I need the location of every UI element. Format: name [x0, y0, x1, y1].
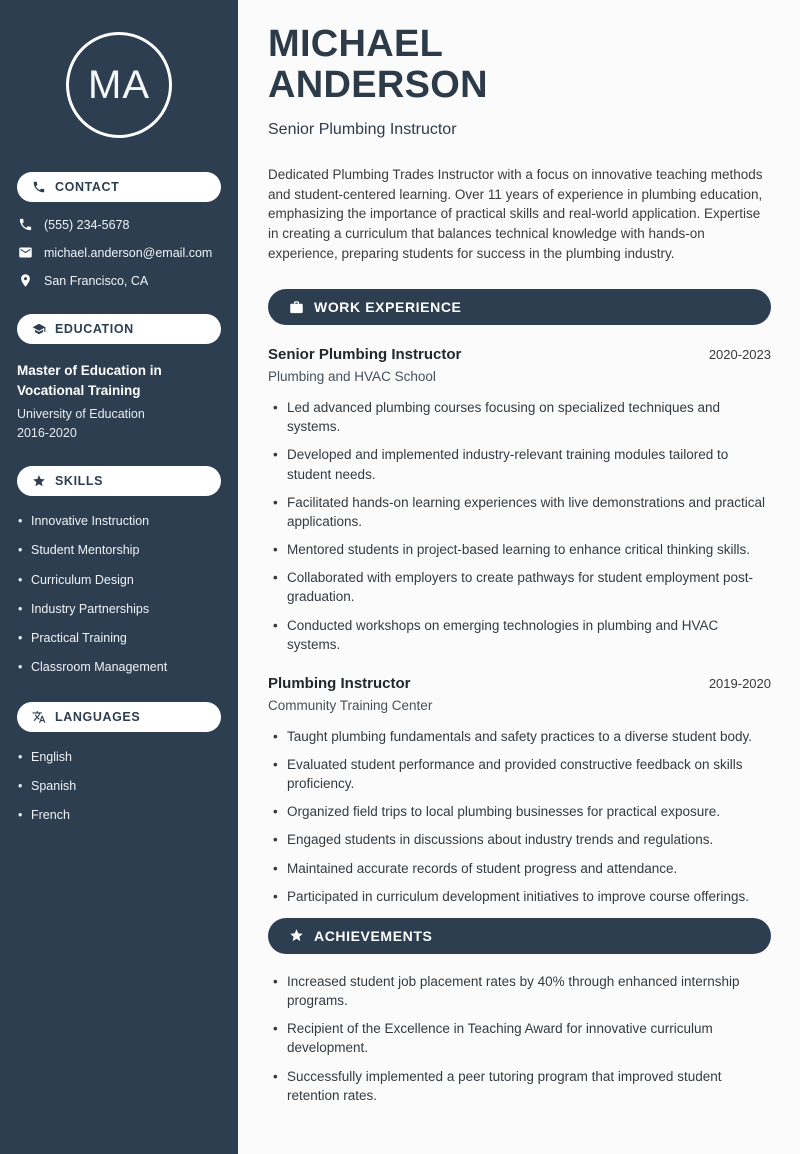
job-role: Plumbing Instructor: [268, 674, 411, 692]
briefcase-icon: [289, 300, 304, 315]
job-dates: 2019-2020: [708, 675, 771, 691]
job-bullet: • Conducted workshops on emerging technologies in plumbing and HVAC systems.: [273, 616, 771, 654]
contact-section-header: [17, 172, 221, 202]
job-bullet: • Collaborated with employers to create pathways for student employment post-graduation.: [273, 568, 771, 606]
contact-location-value: San Francisco, CA: [44, 273, 149, 288]
education-header-label: EDUCATION: [55, 322, 134, 336]
contact-location: [0, 273, 238, 288]
language-item: • English: [18, 749, 221, 765]
job-company: Community Training Center: [268, 697, 433, 713]
avatar-initials: MA: [88, 62, 150, 107]
job-role: Senior Plumbing Instructor: [268, 346, 462, 364]
languages-header-label: LANGUAGES: [55, 709, 141, 724]
candidate-title: Senior Plumbing Instructor: [268, 121, 457, 139]
education-school: University of Education: [17, 407, 145, 422]
education-degree: Master of Education in Vocational Training: [17, 363, 162, 398]
job-bullet: • Taught plumbing fundamentals and safety practices to a diverse student body.: [273, 727, 771, 746]
candidate-first-name: MICHAEL: [268, 23, 444, 65]
skill-item: • Industry Partnerships: [18, 601, 221, 617]
languages-list: [0, 732, 238, 824]
job-dates: 2020-2023: [708, 347, 771, 363]
phone-icon: [32, 180, 46, 194]
skill-item: • Innovative Instruction: [18, 513, 221, 529]
location-pin-icon: [18, 273, 33, 288]
job-bullet: • Led advanced plumbing courses focusing on specialized techniques and systems.: [273, 398, 771, 436]
candidate-last-name: ANDERSON: [268, 63, 488, 106]
phone-icon: [18, 217, 33, 232]
achievement-bullet: • Recipient of the Excellence in Teaching Award for innovative curriculum development.: [273, 1019, 771, 1057]
skills-list: [0, 496, 238, 676]
contact-header-label: CONTACT: [55, 180, 120, 194]
skills-header-label: SKILLS: [55, 474, 104, 489]
job-bullet: • Participated in curriculum development initiatives to improve course offerings.: [273, 887, 771, 906]
job-bullet: • Evaluated student performance and provided constructive feedback on skills proficiency.: [273, 755, 771, 793]
contact-phone-value: (555) 234-5678: [44, 217, 130, 232]
job-bullet: • Organized field trips to local plumbing businesses for practical exposure.: [273, 802, 771, 821]
job-entry: [268, 346, 771, 654]
job-bullet: • Developed and implemented industry-relevant training modules tailored to student needs.: [273, 445, 771, 483]
star-icon: [289, 928, 304, 943]
work-experience-header-label: WORK EXPERIENCE: [314, 299, 462, 316]
star-icon: [32, 474, 46, 488]
achievements-list: [268, 972, 771, 1105]
skill-item: • Classroom Management: [18, 659, 221, 675]
contact-phone: [0, 217, 238, 232]
summary-paragraph: Dedicated Plumbing Trades Instructor with a focus on innovative teaching methods and student-centered learning. Over 11 years of experience in plumbing education, emphasizing the importance of practical skills and real-world application. Expertise in creating a curriculum that balances technical knowledge with hands-on experience, preparing students for success in the plumbing industry.: [268, 167, 763, 261]
translate-icon: [32, 710, 46, 724]
sidebar: [0, 0, 238, 1154]
languages-section-header: [17, 702, 221, 732]
job-header: [268, 675, 771, 692]
job-bullet: • Maintained accurate records of student progress and attendance.: [273, 859, 771, 878]
avatar: [66, 32, 172, 138]
education-section-header: [17, 314, 221, 344]
job-bullet: • Mentored students in project-based learning to enhance critical thinking skills.: [273, 540, 771, 559]
language-item: • French: [18, 807, 221, 823]
job-entry: [268, 675, 771, 906]
graduation-cap-icon: [32, 322, 46, 336]
job-bullet-list: [268, 398, 771, 654]
contact-email-value: michael.anderson@email.com: [44, 245, 213, 260]
envelope-icon: [18, 245, 33, 260]
job-bullet-list: [268, 727, 771, 906]
education-entry: [0, 344, 238, 440]
job-company: Plumbing and HVAC School: [268, 369, 436, 385]
education-years: 2016-2020: [17, 426, 77, 441]
work-experience-banner: [268, 289, 771, 325]
language-item: • Spanish: [18, 778, 221, 794]
job-header: [268, 346, 771, 363]
skill-item: • Practical Training: [18, 630, 221, 646]
skill-item: • Curriculum Design: [18, 572, 221, 588]
achievement-bullet: • Successfully implemented a peer tutoring program that improved student retention rates.: [273, 1067, 771, 1105]
contact-email: [0, 245, 238, 260]
contact-list: [0, 217, 238, 288]
achievements-banner: [268, 918, 771, 954]
skills-section-header: [17, 466, 221, 496]
achievements-header-label: ACHIEVEMENTS: [314, 927, 433, 944]
skill-item: • Student Mentorship: [18, 542, 221, 558]
job-bullet: • Engaged students in discussions about industry trends and regulations.: [273, 830, 771, 849]
job-bullet: • Facilitated hands-on learning experiences with live demonstrations and practical applications.: [273, 493, 771, 531]
main-content: [238, 0, 800, 1154]
achievement-bullet: • Increased student job placement rates by 40% through enhanced internship programs.: [273, 972, 771, 1010]
